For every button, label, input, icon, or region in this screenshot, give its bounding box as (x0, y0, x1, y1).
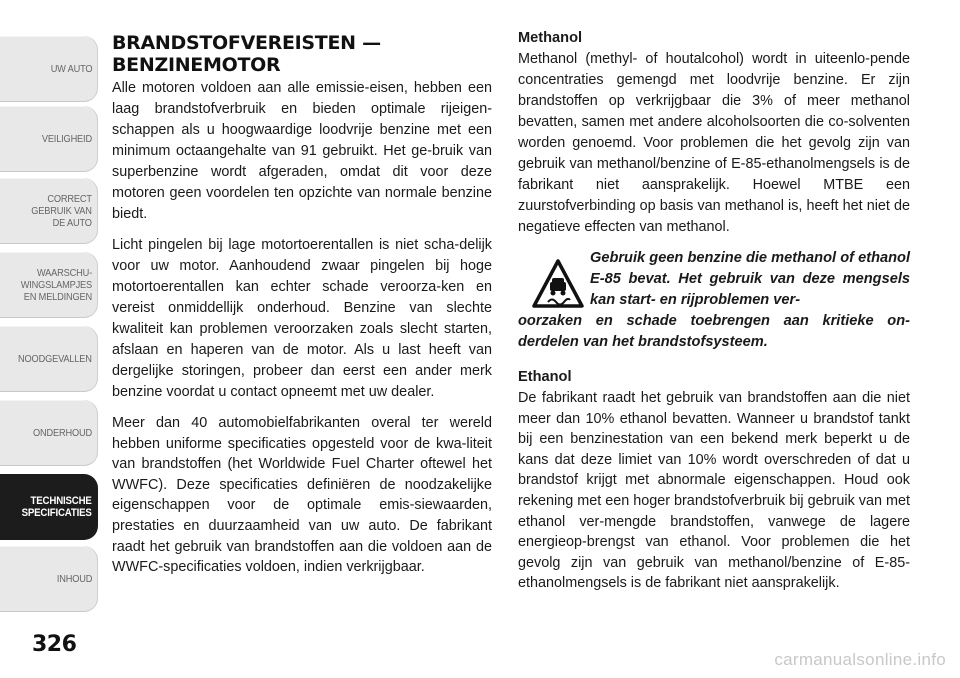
methanol-heading: Methanol (518, 30, 583, 46)
ethanol-paragraph: De fabrikant raadt het gebruik van brandstoffen aan die niet meer dan 10% ethanol bevatten. Wanneer u brandstof tankt bij een benzinestation van een bekend merk beperkt u de kans dat deze limiet van 10% wordt overschreden of dat u brandstof krijgt met abnormale eigenschappen. Houd ook rekening met een hoger brandstofverbruik bij gebruik van met ethanol ver-mengde brandstoffen, vanwege de lagere energieop-brengst van ethanol. Voor problemen die het gevolg zijn van gebruik van methanol/benzine of E-85-ethanolmengsels is de fabrikant niet aansprakelijk. (518, 390, 910, 592)
left-column (112, 28, 492, 588)
tab-label: UW AUTO (50, 63, 92, 75)
tab-label: VEILIGHEID (41, 133, 92, 145)
tab-waarschuwingslampjes[interactable] (0, 252, 98, 318)
watermark: carmanualsonline.info (774, 650, 946, 669)
tab-label: TECHNISCHE SPECIFICATIES (21, 495, 92, 519)
right-column (518, 28, 910, 604)
warning-triangle-car-skid-icon (532, 258, 584, 310)
section-heading: BRANDSTOFVEREISTEN — BENZINEMOTOR (112, 32, 381, 76)
paragraph-knocking: Licht pingelen bij lage motortoerentallen is niet scha-delijk voor uw motor. Aanhoudend zwaar pingelen bij hoge motortoerentallen kan echter schade veroorza-ken en vereist onmiddellijk onderhoud. Benzine van slechte kwaliteit kan problemen veroorzaken zoals slecht starten, afslaan en haperen van de motor. Als u last heeft van dergelijke storingen, probeer dan eerst een ander merk benzine voordat u contact opneemt met uw dealer. (112, 237, 492, 400)
tab-label: CORRECT GEBRUIK VAN DE AUTO (31, 193, 92, 229)
tab-inhoud[interactable] (0, 546, 98, 612)
tab-label: WAARSCHU- WINGSLAMPJES EN MELDINGEN (20, 267, 92, 303)
tab-technische-specificaties[interactable] (0, 474, 98, 540)
chapter-tab-nav (0, 0, 102, 620)
ethanol-heading: Ethanol (518, 369, 572, 385)
tab-noodgevallen[interactable] (0, 326, 98, 392)
tab-onderhoud[interactable] (0, 400, 98, 466)
tab-veiligheid[interactable] (0, 106, 98, 172)
warning-lead: Gebruik geen benzine die methanol of ethanol E-85 bevat. Het gebruik van deze mengsels kan start- en rijproblemen ver- (590, 250, 910, 308)
page-number: 326 (32, 632, 77, 657)
paragraph-octane: Alle motoren voldoen aan alle emissie-eisen, hebben een laag brandstofverbruik en bieden optimale rijeigen-schappen als u hoogwaardige loodvrije benzine met een minimum octaangehalte van 91 gebruikt. Het ge-bruik van superbenzine wordt afgeraden, omdat dit voor deze motoren geen voordelen ten opzichte van normale benzine biedt. (112, 80, 492, 222)
tab-correct-gebruik[interactable] (0, 178, 98, 244)
paragraph-wwfc: Meer dan 40 automobielfabrikanten overal ter wereld hebben uniforme specificaties opgesteld voor de kwa-liteit van brandstoffen (het Worldwide Fuel Charter oftewel het WWFC). Deze specificaties definiëren de noodzakelijke eigenschappen voor de optimale emis-siewaarden, prestaties en duurzaamheid van uw auto. De fabrikant raadt het gebruik van brandstoffen aan die voldoen aan de WWFC-specificaties voldoen, indien verkrijgbaar. (112, 415, 492, 576)
warning-box (518, 248, 910, 353)
tab-uw-auto[interactable] (0, 36, 98, 102)
methanol-paragraph: Methanol (methyl- of houtalcohol) wordt in uiteenlo-pende concentraties gemengd met loodvrije benzine. Er zijn brandstoffen op verkrijgbaar die 3% of meer methanol bevatten, samen met andere alcoholsoorten die co-solventen worden genoemd. Voor problemen die het gevolg zijn van gebruik van methanol/benzine of E-85-ethanolmengsels is de fabrikant niet aansprakelijk. Hoewel MTBE een zuurstofverbinding op basis van methanol is, heeft het niet de negatieve effecten van methanol. (518, 51, 910, 235)
tab-label: ONDERHOUD (32, 427, 92, 439)
warning-tail: oorzaken en schade toebrengen aan kritieke on-derdelen van het brandstofsysteem. (518, 313, 910, 350)
tab-label: INHOUD (56, 573, 92, 585)
tab-label: NOODGEVALLEN (18, 353, 92, 365)
